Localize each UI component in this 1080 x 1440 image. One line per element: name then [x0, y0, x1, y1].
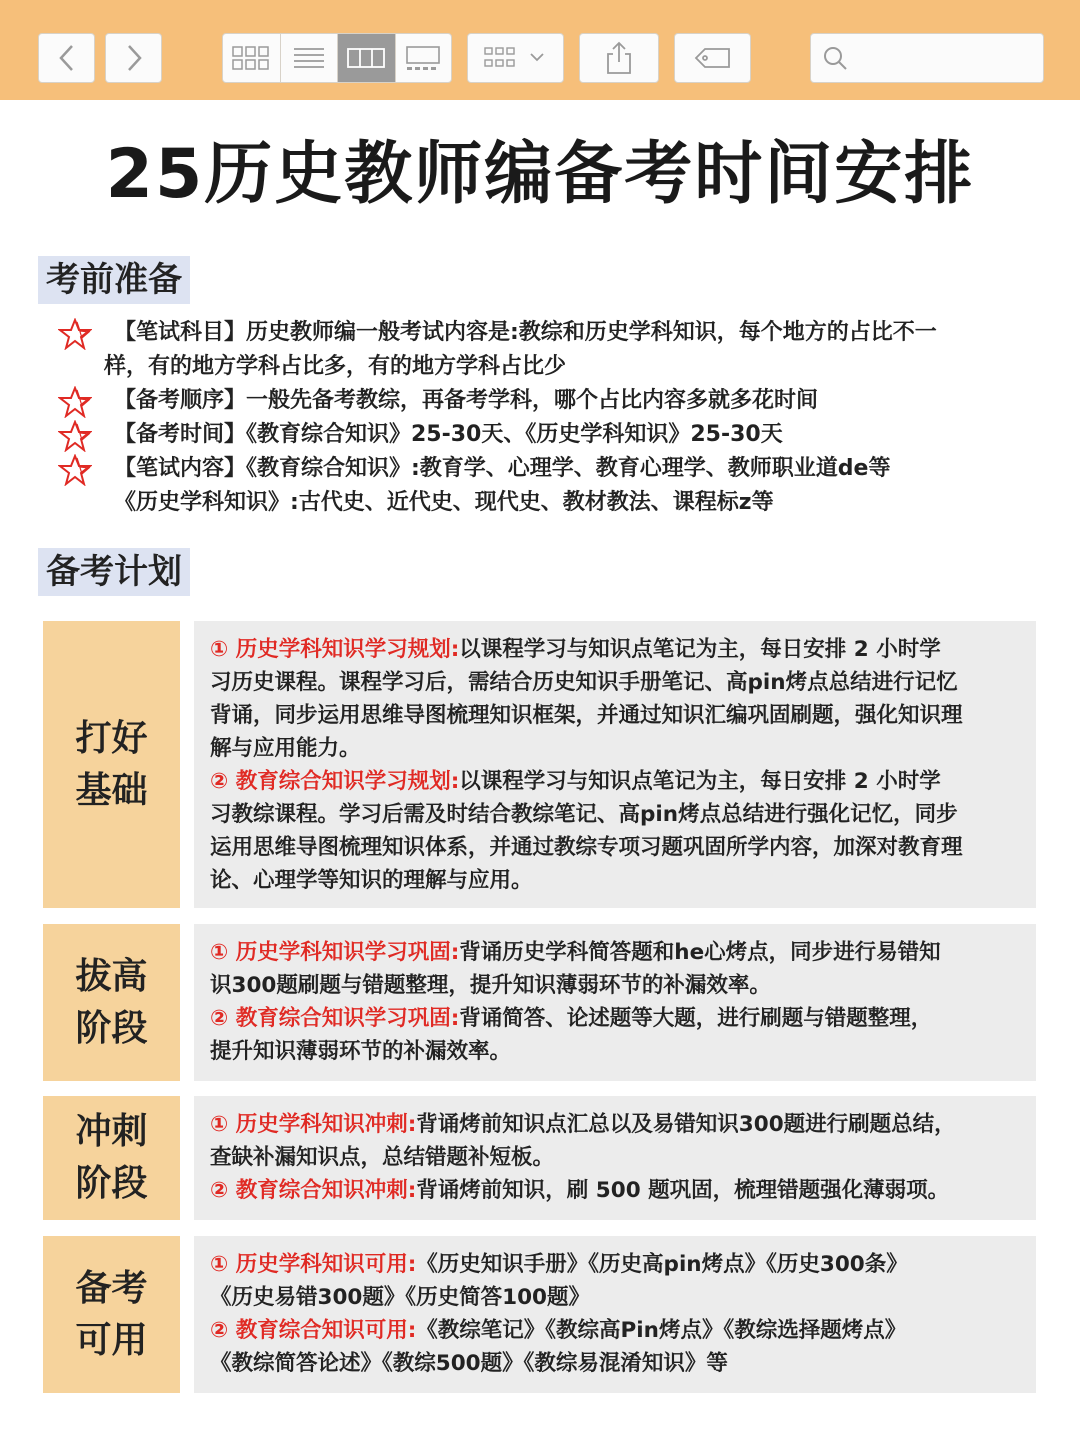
search-field[interactable] — [810, 33, 1044, 83]
section-label-prep: 考前准备 — [38, 256, 190, 304]
plan-paragraph-head: ② 教育综合知识学习规划: — [210, 769, 460, 794]
plan-row-body — [194, 924, 1036, 1081]
plan-paragraph-head: ① 历史学科知识学习巩固: — [210, 940, 460, 965]
plan-line: 背诵简答、论述题等大题，进行刷题与错题整理， — [459, 1006, 933, 1031]
column-view-button[interactable] — [338, 34, 396, 82]
prep-item-text — [104, 452, 1018, 520]
plan-row-sprint — [43, 1096, 1036, 1220]
plan-line: 习历史课程。课程学习后，需结合历史知识手册笔记、高pin烤点总结进行记忆 — [210, 670, 958, 695]
plan-paragraph-head: ① 历史学科知识冲刺: — [210, 1112, 417, 1137]
plan-paragraph — [210, 1002, 1020, 1068]
plan-line: 以课程学习与知识点笔记为主，每日安排 2 小时学 — [459, 769, 941, 794]
plan-line: 论、心理学等知识的理解与应用。 — [210, 868, 533, 893]
plan-line: 《教综笔记》《教综高Pin烤点》《教综选择题烤点》 — [416, 1318, 907, 1343]
plan-row-label-box — [43, 1096, 180, 1220]
plan-row-body — [194, 1236, 1036, 1393]
section-label-plan: 备考计划 — [38, 548, 190, 596]
plan-paragraph-head: ② 教育综合知识学习巩固: — [210, 1006, 460, 1031]
prep-item-text — [104, 316, 1018, 384]
plan-line: 《历史知识手册》《历史高pin烤点》《历史300条》 — [416, 1252, 908, 1277]
plan-paragraph — [210, 1174, 1020, 1207]
plan-paragraph — [210, 1248, 1020, 1314]
group-by-button[interactable] — [467, 33, 564, 83]
chevron-right-icon — [124, 43, 144, 73]
grid-view-button[interactable] — [223, 34, 281, 82]
plan-row-label-box — [43, 1236, 180, 1393]
plan-line: 查缺补漏知识点，总结错题补短板。 — [210, 1145, 555, 1170]
plan-paragraph-head: ② 教育综合知识冲刺: — [210, 1178, 417, 1203]
prep-item — [58, 384, 1018, 418]
page-title-text: 25历史教师编备考时间安排 — [105, 135, 975, 214]
plan-row-label-box — [43, 621, 180, 908]
prep-item-line: 【备考顺序】一般先备考教综，再备考学科，哪个占比内容多就多花时间 — [114, 388, 819, 413]
plan-row-label-box — [43, 924, 180, 1081]
plan-line: 背诵历史学科简答题和he心烤点，同步进行易错知 — [459, 940, 941, 965]
plan-paragraph — [210, 1108, 1020, 1174]
plan-paragraph — [210, 765, 1020, 897]
title-area — [0, 130, 1080, 220]
tag-button[interactable] — [674, 33, 751, 83]
plan-line: 提升知识薄弱环节的补漏效率。 — [210, 1039, 512, 1064]
prep-item-line: 【笔试内容】《教育综合知识》:教育学、心理学、教育心理学、教师职业道de等 — [114, 456, 891, 481]
chevron-left-icon — [57, 43, 77, 73]
plan-line: 背诵烤前知识，刷 500 题巩固，梳理错题强化薄弱项。 — [416, 1178, 950, 1203]
plan-line: 运用思维导图梳理知识体系，并通过教综专项习题巩固所学内容，加深对教育理 — [210, 835, 963, 860]
prep-item — [58, 316, 1018, 384]
search-icon — [821, 44, 849, 72]
prep-item-line: 【笔试科目】历史教师编一般考试内容是:教综和历史学科知识，每个地方的占比不一 — [114, 320, 937, 345]
star-icon — [58, 420, 92, 452]
tag-icon — [693, 45, 733, 71]
plan-line: 识300题刷题与错题整理，提升知识薄弱环节的补漏效率。 — [210, 973, 771, 998]
search-input[interactable] — [855, 48, 1035, 69]
plan-row-improve — [43, 924, 1036, 1081]
prep-item-line: 【备考时间】《教育综合知识》25-30天、《历史学科知识》25-30天 — [114, 422, 783, 447]
plan-paragraph — [210, 936, 1020, 1002]
plan-line: 习教综课程。学习后需及时结合教综笔记、高pin烤点总结进行强化记忆，同步 — [210, 802, 958, 827]
plan-row-foundation — [43, 621, 1036, 908]
plan-paragraph — [210, 633, 1020, 765]
plan-line: 背诵，同步运用思维导图梳理知识框架，并通过知识汇编巩固刷题，强化知识理 — [210, 703, 963, 728]
prep-item — [58, 418, 1018, 452]
plan-row-label: 拔高阶段 — [75, 955, 148, 1049]
group-by-icon — [481, 45, 551, 71]
share-icon — [604, 40, 634, 76]
prep-item-text — [104, 418, 1018, 452]
star-icon — [58, 318, 92, 350]
forward-button[interactable] — [105, 33, 162, 83]
view-switcher — [222, 33, 452, 83]
prep-item-text — [104, 384, 1018, 418]
prep-item — [58, 452, 1018, 520]
plan-row-body — [194, 621, 1036, 908]
plan-row-label: 打好基础 — [75, 717, 148, 811]
column-view-icon — [346, 46, 386, 70]
star-icon — [58, 454, 92, 486]
plan-paragraph — [210, 1314, 1020, 1380]
share-button[interactable] — [579, 33, 659, 83]
back-button[interactable] — [38, 33, 95, 83]
list-view-button[interactable] — [281, 34, 339, 82]
plan-paragraph-head: ② 教育综合知识可用: — [210, 1318, 417, 1343]
gallery-view-button[interactable] — [396, 34, 452, 82]
gallery-view-icon — [403, 44, 443, 72]
plan-line: 背诵烤前知识点汇总以及易错知识300题进行刷题总结， — [416, 1112, 956, 1137]
grid-view-icon — [231, 45, 271, 71]
plan-row-resources — [43, 1236, 1036, 1393]
plan-line: 解与应用能力。 — [210, 736, 361, 761]
plan-row-label: 备考可用 — [75, 1267, 148, 1361]
toolbar — [0, 0, 1080, 100]
plan-paragraph-head: ① 历史学科知识可用: — [210, 1252, 417, 1277]
page-title — [106, 130, 975, 220]
plan-row-body — [194, 1096, 1036, 1220]
plan-row-label: 冲刺阶段 — [75, 1111, 148, 1204]
plan-line: 以课程学习与知识点笔记为主，每日安排 2 小时学 — [459, 637, 941, 662]
prep-item-line: 样，有的地方学科占比多，有的地方学科占比少 — [104, 354, 567, 379]
plan-paragraph-head: ① 历史学科知识学习规划: — [210, 637, 460, 662]
star-icon — [58, 386, 92, 418]
prep-list — [58, 316, 1018, 520]
prep-item-line: 《历史学科知识》:古代史、近代史、现代史、教材教法、课程标z等 — [114, 490, 774, 515]
plan-line: 《历史易错300题》《历史简答100题》 — [210, 1285, 591, 1310]
list-view-icon — [292, 45, 326, 71]
plan-line: 《教综简答论述》《教综500题》《教综易混淆知识》等 — [210, 1351, 728, 1376]
